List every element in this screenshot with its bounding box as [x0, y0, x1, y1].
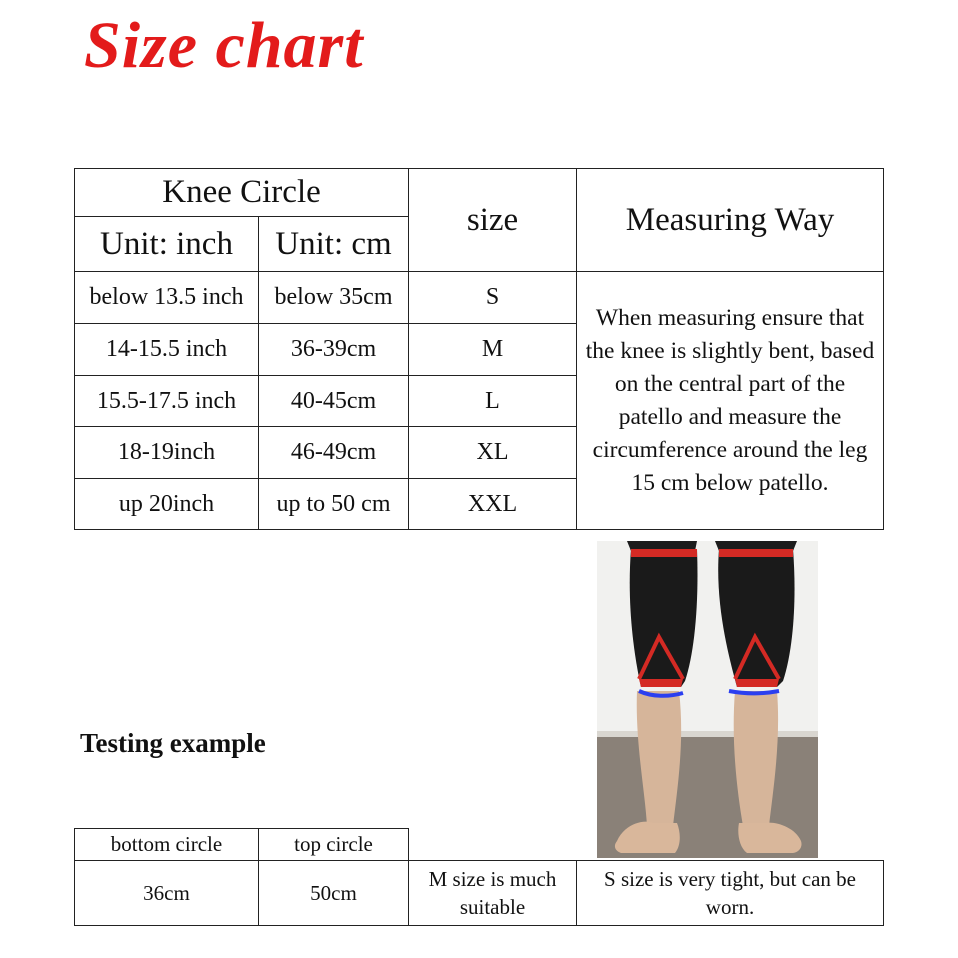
page-title: Size chart [84, 9, 364, 82]
testing-value-row [75, 861, 884, 926]
size-cell: XL [409, 427, 577, 479]
size-cell: M [409, 324, 577, 376]
bottom-circle-value: 36cm [75, 861, 259, 926]
header-row-1 [75, 169, 884, 217]
measuring-way-header: Measuring Way [577, 169, 884, 272]
empty-cell [577, 829, 884, 861]
cm-cell: up to 50 cm [259, 479, 409, 530]
empty-cell [409, 829, 577, 861]
size-cell: XXL [409, 479, 577, 530]
s-size-note: S size is very tight, but can be worn. [577, 861, 884, 926]
unit-inch-header: Unit: inch [75, 217, 259, 272]
cm-cell: 46-49cm [259, 427, 409, 479]
size-chart-table [74, 168, 884, 530]
legs-illustration [597, 541, 818, 858]
inch-cell: below 13.5 inch [75, 272, 259, 324]
inch-cell: 15.5-17.5 inch [75, 376, 259, 427]
inch-cell: 18-19inch [75, 427, 259, 479]
measuring-way-text: When measuring ensure that the knee is slightly bent, based on the central part of the patello and measure the circumference around the leg 15 cm below patello. [577, 272, 884, 530]
testing-example-table [74, 828, 884, 926]
table-row [75, 272, 884, 324]
m-size-note: M size is much suitable [409, 861, 577, 926]
inch-cell: up 20inch [75, 479, 259, 530]
knee-sleeve-photo [597, 541, 818, 858]
top-circle-header: top circle [259, 829, 409, 861]
size-cell: L [409, 376, 577, 427]
top-circle-value: 50cm [259, 861, 409, 926]
inch-cell: 14-15.5 inch [75, 324, 259, 376]
testing-header-row [75, 829, 884, 861]
knee-circle-header: Knee Circle [75, 169, 409, 217]
size-header: size [409, 169, 577, 272]
testing-example-label: Testing example [80, 728, 266, 758]
bottom-circle-header: bottom circle [75, 829, 259, 861]
cm-cell: below 35cm [259, 272, 409, 324]
cm-cell: 40-45cm [259, 376, 409, 427]
unit-cm-header: Unit: cm [259, 217, 409, 272]
cm-cell: 36-39cm [259, 324, 409, 376]
size-cell: S [409, 272, 577, 324]
